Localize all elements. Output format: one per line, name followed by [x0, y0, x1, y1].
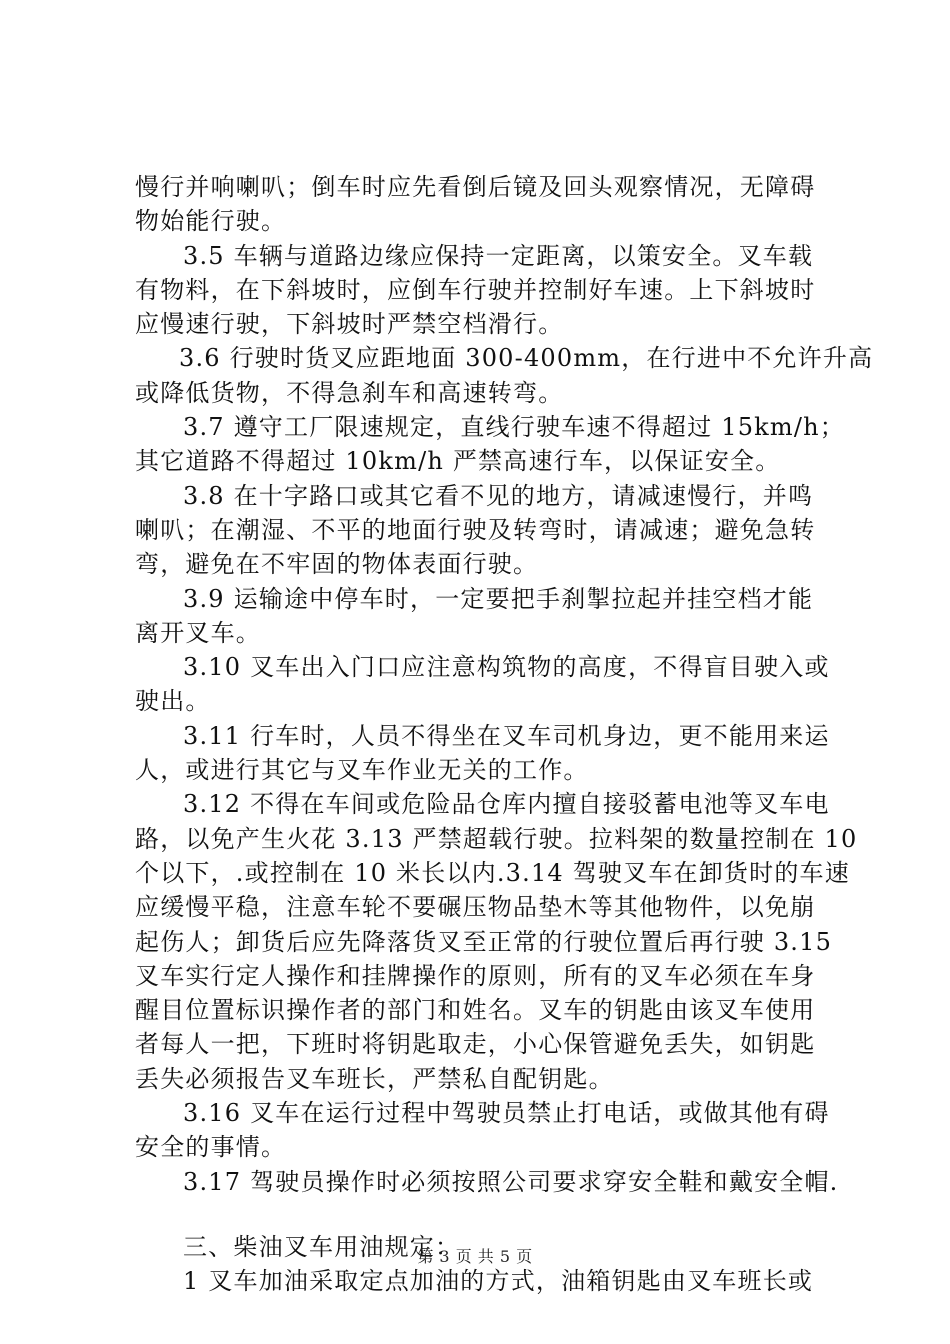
section-3-10: 3.10 叉车出入门口应注意构筑物的高度，不得盲目驶入或 [183, 653, 830, 682]
text-line: 者每人一把，下班时将钥匙取走，小心保管避免丢失，如钥匙 [135, 1030, 816, 1059]
text-line: 人，或进行其它与叉车作业无关的工作。 [135, 756, 589, 785]
text-line: 路，以免产生火花 3.13 严禁超载行驶。拉料架的数量控制在 10 [135, 824, 858, 853]
text-line: 或降低货物，不得急刹车和高速转弯。 [135, 378, 564, 407]
diesel-rule-1: 1 叉车加油采取定点加油的方式，油箱钥匙由叉车班长或 [183, 1267, 814, 1296]
text-line: 应慢速行驶，下斜坡时严禁空档滑行。 [135, 310, 564, 339]
text-line: 喇叭；在潮湿、不平的地面行驶及转弯时，请减速；避免急转 [135, 515, 816, 544]
text-line: 物始能行驶。 [135, 207, 287, 236]
page-number: 第 3 页 共 5 页 [417, 1247, 533, 1266]
section-3-7: 3.7 遵守工厂限速规定，直线行驶车速不得超过 15km/h； [183, 413, 846, 442]
text-line: 其它道路不得超过 10km/h 严禁高速行车，以保证安全。 [135, 447, 781, 476]
paragraph-gap [135, 1199, 835, 1230]
text-line: 安全的事情。 [135, 1133, 287, 1162]
text-line: 应缓慢平稳，注意车轮不要碾压物品垫木等其他物件，以免崩 [135, 893, 816, 922]
text-line: 丢失必须报告叉车班长，严禁私自配钥匙。 [135, 1064, 614, 1093]
text-line: 起伤人；卸货后应先降落货叉至正常的行驶位置后再行驶 3.15 [135, 927, 833, 956]
text-line: 离开叉车。 [135, 618, 261, 647]
section-3-9: 3.9 运输途中停车时，一定要把手刹掣拉起并挂空档才能 [183, 584, 814, 613]
text-line: 慢行并响喇叭；倒车时应先看倒后镜及回头观察情况，无障碍 [135, 173, 816, 201]
text-line: 叉车实行定人操作和挂牌操作的原则，所有的叉车必须在车身 [135, 961, 816, 990]
section-3-5: 3.5 车辆与道路边缘应保持一定距离，以策安全。叉车载 [183, 241, 814, 270]
section-heading-diesel-fuel: 三、柴油叉车用油规定： [183, 1232, 461, 1261]
text-line: 醒目位置标识操作者的部门和姓名。叉车的钥匙由该叉车使用 [135, 996, 816, 1025]
section-3-12: 3.12 不得在车间或危险品仓库内擅自接驳蓄电池等叉车电 [183, 790, 830, 819]
section-3-6: 3.6 行驶时货叉应距地面 300-400mm，在行进中不允许升高 [179, 344, 874, 373]
text-line: 驶出。 [135, 687, 211, 716]
section-3-16: 3.16 叉车在运行过程中驾驶员禁止打电话，或做其他有碍 [183, 1099, 830, 1128]
text-line: 有物料，在下斜坡时，应倒车行驶并控制好车速。上下斜坡时 [135, 275, 816, 304]
text-line: 弯，避免在不牢固的物体表面行驶。 [135, 550, 539, 579]
section-3-11: 3.11 行车时，人员不得坐在叉车司机身边，更不能用来运 [183, 721, 830, 750]
document-body [135, 170, 874, 1299]
section-3-17: 3.17 驾驶员操作时必须按照公司要求穿安全鞋和戴安全帽. [183, 1167, 839, 1196]
text-line: 个以下，.或控制在 10 米长以内.3.14 驾驶叉车在卸货时的车速 [135, 858, 850, 887]
section-3-8: 3.8 在十字路口或其它看不见的地方，请减速慢行，并鸣 [183, 481, 814, 510]
